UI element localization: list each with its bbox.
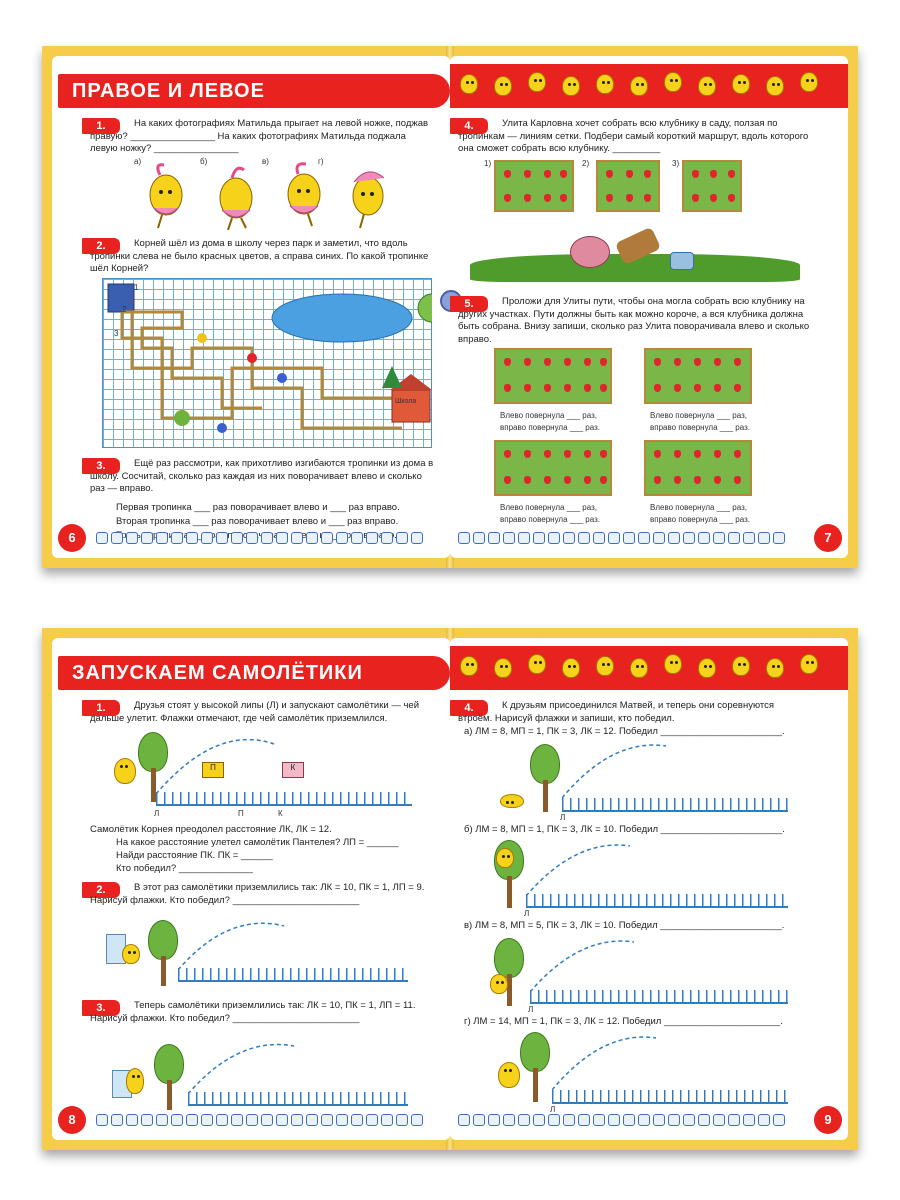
answer-right-turns[interactable]: вправо повернула ___ раз. (650, 515, 751, 524)
task-number: 4. (450, 700, 488, 716)
chick-icon (800, 654, 818, 674)
page-9 (450, 638, 848, 1140)
tree (174, 410, 190, 426)
chick-icon (596, 656, 614, 676)
task-number: 4. (450, 118, 488, 134)
flower-blue (277, 373, 287, 383)
question-winner[interactable]: Кто победил? ______________ (116, 863, 253, 874)
task-text: Ещё раз рассмотри, как прихотливо изгибаются тропинки из дома в школу. Сосчитай, сколько раз каждая из них поворачивает влево и сколько раз — вправо. (90, 458, 434, 494)
distance-ruler (526, 894, 788, 908)
mark-l: Л (560, 813, 566, 822)
photo-label-a: а) (134, 157, 142, 166)
task-number: 2. (82, 882, 120, 898)
plane-trajectory (552, 1034, 662, 1090)
chick-icon (766, 658, 784, 678)
page-7 (450, 56, 848, 558)
fir-tree (382, 366, 402, 388)
case-v[interactable]: в) ЛМ = 8, МП = 5, ПК = 3, ЛК = 10. Победил _______________________. (464, 920, 785, 931)
answer-left-turns[interactable]: Влево повернула ___ раз, (500, 503, 597, 512)
answer-row[interactable]: Вторая тропинка ___ раз поворачивает влево и ___ раз вправо. (116, 516, 399, 527)
task-text: На каких фотографиях Матильда прыгает на левой ножке, поджав правую? ________________ На каких фотографиях Матильда поджала левую ножку? ________________ (90, 118, 429, 154)
page-title: ЗАПУСКАЕМ САМОЛЁТИКИ (58, 656, 450, 690)
task-text[interactable]: В этот раз самолётики приземлились так: ЛК = 10, ПК = 1, ЛП = 9. Нарисуй флажки. Кто победил? ________________________ (90, 882, 425, 906)
answer-left-turns[interactable]: Влево повернула ___ раз, (650, 503, 747, 512)
answer-row[interactable]: тропинка ___ влево (148, 530, 317, 541)
frog (418, 294, 432, 322)
plane-trajectory (526, 842, 636, 896)
chick-b (220, 168, 252, 230)
chick-icon (562, 76, 580, 96)
field-label-2: 2) (582, 159, 590, 168)
answer-right-turns[interactable]: вправо повернула ___ раз. (650, 423, 751, 432)
path-label-2: 2 (122, 305, 127, 314)
pond (272, 294, 412, 342)
plane-trajectory (188, 1042, 298, 1094)
photo-label-g: г) (318, 157, 324, 166)
mark-l: Л (528, 1005, 534, 1014)
home-building (108, 284, 134, 312)
plane-trajectory (562, 742, 672, 798)
mark-l: Л (524, 909, 530, 918)
chick-icon (766, 76, 784, 96)
chick-icon (528, 72, 546, 92)
task-number: 1. (82, 118, 120, 134)
plane-trajectory (178, 920, 288, 970)
flag-k-label: К (290, 763, 296, 772)
flag-p-label: П (210, 763, 216, 772)
answer-row[interactable]: Первая тропинка ___ раз поворачивает влево и ___ раз вправо. (116, 502, 400, 513)
chick-figures (136, 160, 396, 230)
chick-icon (596, 74, 614, 94)
strawberry-field-d (644, 440, 752, 496)
chick-icon (732, 74, 750, 94)
question-lp[interactable]: На какое расстояние улетел самолётик Пантелея? ЛП = ______ (116, 837, 399, 848)
chick-icon (698, 658, 716, 678)
chick-icon (494, 76, 512, 96)
book-spread-pages-8-9 (42, 628, 858, 1150)
mark-l: Л (154, 809, 160, 818)
flower-blue (217, 423, 227, 433)
boy-chick (114, 758, 136, 784)
photo-label-v: в) (262, 157, 269, 166)
chick-icon (630, 76, 648, 96)
decorative-footer (458, 532, 785, 546)
chick-icon (562, 658, 580, 678)
answer-left-turns[interactable]: Влево повернула ___ раз, (500, 411, 597, 420)
task-text: Проложи для Улиты пути, чтобы она могла собрать всю клубнику на других участках. Пути должны быть как можно короче, а вся клубника должна быть собрана. Внизу запиши, сколько раз Улита поворачивала влево и сколько вправо. (458, 296, 810, 345)
decorative-footer (458, 1114, 785, 1128)
distance-ruler (552, 1090, 788, 1104)
flower-yellow (197, 333, 207, 343)
plane-trajectory (530, 938, 640, 992)
task-number: 2. (82, 238, 120, 254)
task-number: 3. (82, 1000, 120, 1016)
boy-chick (498, 1062, 520, 1088)
page-title: ПРАВОЕ И ЛЕВОЕ (58, 74, 450, 108)
task-text: Улита Карловна хочет собрать всю клубнику в саду, ползая по тропинкам — линиям сетки. Подбери самый короткий маршрут, вдоль которого она сможет собрать всю клубнику. _________ (458, 118, 809, 154)
mark-p: П (238, 809, 244, 818)
chick-swinging (490, 974, 508, 994)
chick-icon (664, 654, 682, 674)
distance-ruler (188, 1092, 408, 1106)
distance-ruler (530, 990, 788, 1004)
strawberry-field-c (494, 440, 612, 496)
chick-g (353, 172, 384, 228)
distance-ruler (156, 792, 412, 806)
distance-ruler (178, 968, 408, 982)
boy-chick (126, 1068, 144, 1094)
chick-icon (460, 656, 478, 676)
task-text: Друзья стоят у высокой липы (Л) и запускают самолётики — чей дальше улетит. Флажки отмечают, где чей самолётик приземлился. (90, 700, 420, 724)
page-8 (52, 638, 450, 1140)
field-label-3: 3) (672, 159, 680, 168)
strawberry-field-3 (682, 160, 742, 212)
distance-given: Самолётик Корнея преодолел расстояние ЛК, ЛК = 12. (90, 824, 332, 835)
chick-icon (698, 76, 716, 96)
distance-ruler (562, 798, 788, 812)
flower-red (247, 353, 257, 363)
strawberry-field-1 (494, 160, 574, 212)
mark-k: К (278, 809, 283, 818)
field-label-1: 1) (484, 159, 492, 168)
case-b[interactable]: б) ЛМ = 8, МП = 1, ПК = 3, ЛК = 10. Победил _______________________. (464, 824, 785, 835)
strawberry-field-2 (596, 160, 660, 212)
path-label-1: 1 (134, 283, 139, 292)
snail (570, 236, 610, 268)
question-pk[interactable]: Найди расстояние ПК. ПК = ______ (116, 850, 273, 861)
robot-bug (670, 252, 694, 270)
task-number: 1. (82, 700, 120, 716)
chick-in-tree (496, 848, 514, 868)
chick-lying (500, 794, 524, 808)
photo-label-b: б) (200, 157, 208, 166)
page-number: 6 (58, 524, 86, 552)
page-number: 7 (814, 524, 842, 552)
task-text: Корней шёл из дома в школу через парк и заметил, что вдоль тропинки слева не было красных цветов, а справа синих. По какой тропинке шёл Корней? (90, 238, 429, 274)
decorative-footer (96, 1114, 423, 1128)
mark-l: Л (550, 1105, 556, 1114)
case-a[interactable]: а) ЛМ = 8, МП = 1, ПК = 3, ЛК = 12. Победил _______________________. (464, 726, 785, 737)
book-spread-pages-6-7 (42, 46, 858, 568)
park-map (102, 278, 432, 448)
strawberry-field-a (494, 348, 612, 404)
chick-icon (494, 658, 512, 678)
flag-k (282, 762, 304, 778)
task-text: К друзьям присоединился Матвей, и теперь они соревнуются втроём. Нарисуй флажки и запиши, кто победил. (458, 700, 775, 724)
task-number: 3. (82, 458, 120, 474)
chick-icon (664, 72, 682, 92)
page-6 (52, 56, 450, 558)
answer-right-turns[interactable]: вправо повернула ___ раз. (500, 515, 601, 524)
chick-icon (460, 74, 478, 94)
chick-icon (528, 654, 546, 674)
girl-chick (122, 944, 140, 964)
chick-v (288, 164, 320, 226)
chick-icon (630, 658, 648, 678)
school-label: Школа (395, 398, 417, 405)
chick-icon (732, 656, 750, 676)
page-number: 8 (58, 1106, 86, 1134)
task-number: 5. (450, 296, 488, 312)
strawberry-field-b (644, 348, 752, 404)
page-number: 9 (814, 1106, 842, 1134)
chick-a (150, 165, 182, 228)
path-label-3: 3 (114, 329, 119, 338)
flag-p (202, 762, 224, 778)
answer-right-turns[interactable]: вправо повернула ___ раз. (500, 423, 601, 432)
case-g[interactable]: г) ЛМ = 14, МП = 1, ПК = 3, ЛК = 12. Победил ______________________. (464, 1016, 783, 1027)
task-text[interactable]: Теперь самолётики приземлились так: ЛК = 10, ПК = 1, ЛП = 11. Нарисуй флажки. Кто победил? ________________________ (90, 1000, 416, 1024)
chick-icon (800, 72, 818, 92)
answer-left-turns[interactable]: Влево повернула ___ раз, (650, 411, 747, 420)
decorative-footer (96, 532, 423, 546)
